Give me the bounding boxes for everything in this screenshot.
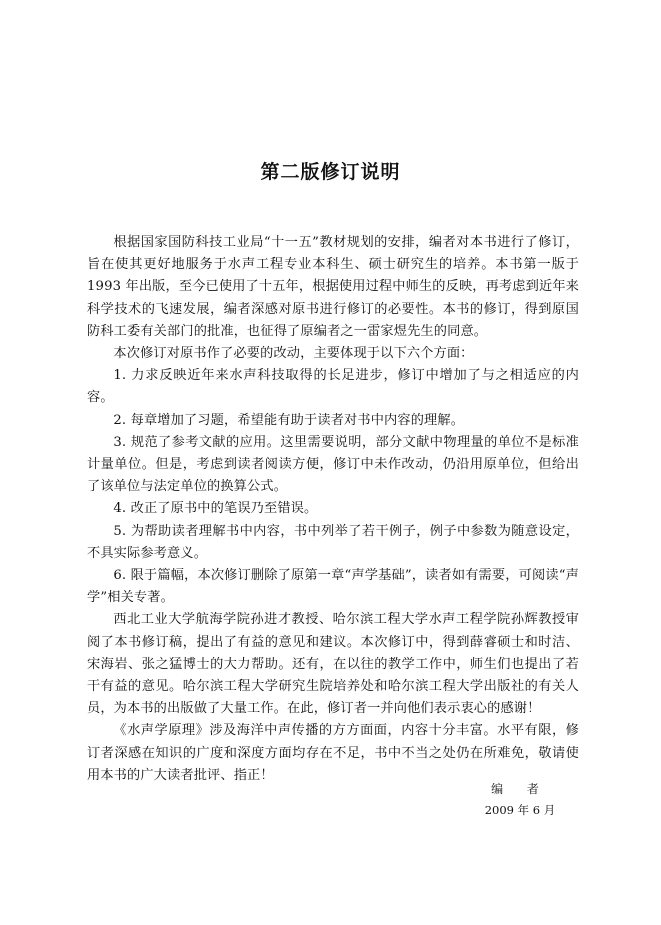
paragraph-changes-lead: 本次修订对原书作了必要的改动，主要体现于以下六个方面： (113, 346, 474, 362)
paragraph-item-6: 6. 限于篇幅，本次修订删除了原第一章“声学基础”，读者如有需要，可阅读“声学”相关专著。 (87, 568, 579, 606)
body-text (87, 232, 579, 787)
paragraph-item-5: 5. 为帮助读者理解书中内容，书中列举了若干例子，例子中参数为随意设定，不具实际参考意义。 (87, 523, 579, 561)
paragraph-item-4: 4. 改正了原书中的笔误乃至错误。 (113, 501, 318, 517)
paragraph-intro: 根据国家国防科技工业局“十一五”教材规划的安排，编者对本书进行了修订，旨在使其更好地服务于水声工程专业本科生、硕士研究生的培养。本书第一版于 1993 年出版，至今已使用了十五年，根据使用过程中师生的反映，再考虑到近年来科学技术的飞速发展，编者深感对原书进行修订的必要性。本书的修订，得到原国防科工委有关部门的批准，也征得了原编者之一雷家煜先生的同意。 (87, 235, 579, 339)
date: 2009 年 6 月 (484, 803, 556, 817)
page-title: 第二版修订说明 (260, 161, 401, 183)
signature: 编 者 (491, 782, 549, 796)
paragraph-acknowledgements: 西北工业大学航海学院孙进才教授、哈尔滨工程大学水声工程学院孙辉教授审阅了本书修订稿，提出了有益的意见和建议。本次修订中，得到薛睿硕士和时洁、宋海岩、张之猛博士的大力帮助。还有，在以往的教学工作中，师生们也提出了若干有益的意见。哈尔滨工程大学研究生院培养处和哈尔滨工程大学出版社的有关人员，为本书的出版做了大量工作。在此，修订者一并向他们表示衷心的感谢！ (87, 612, 579, 717)
paragraph-item-1: 1. 力求反映近年来水声科技取得的长足进步，修订中增加了与之相适应的内容。 (87, 368, 579, 406)
paragraph-item-3: 3. 规范了参考文献的应用。这里需要说明，部分文献中物理量的单位不是标准计量单位。但是，考虑到读者阅读方便，修订中未作改动，仍沿用原单位，但给出了该单位与法定单位的换算公式。 (87, 434, 579, 495)
paragraph-item-2: 2. 每章增加了习题，希望能有助于读者对书中内容的理解。 (113, 412, 465, 428)
paragraph-closing: 《水声学原理》涉及海洋中声传播的方方面面，内容十分丰富。水平有限，修订者深感在知识的广度和深度方面均存在不足，书中不当之处仍在所难免，敬请使用本书的广大读者批评、指正！ (87, 723, 579, 783)
